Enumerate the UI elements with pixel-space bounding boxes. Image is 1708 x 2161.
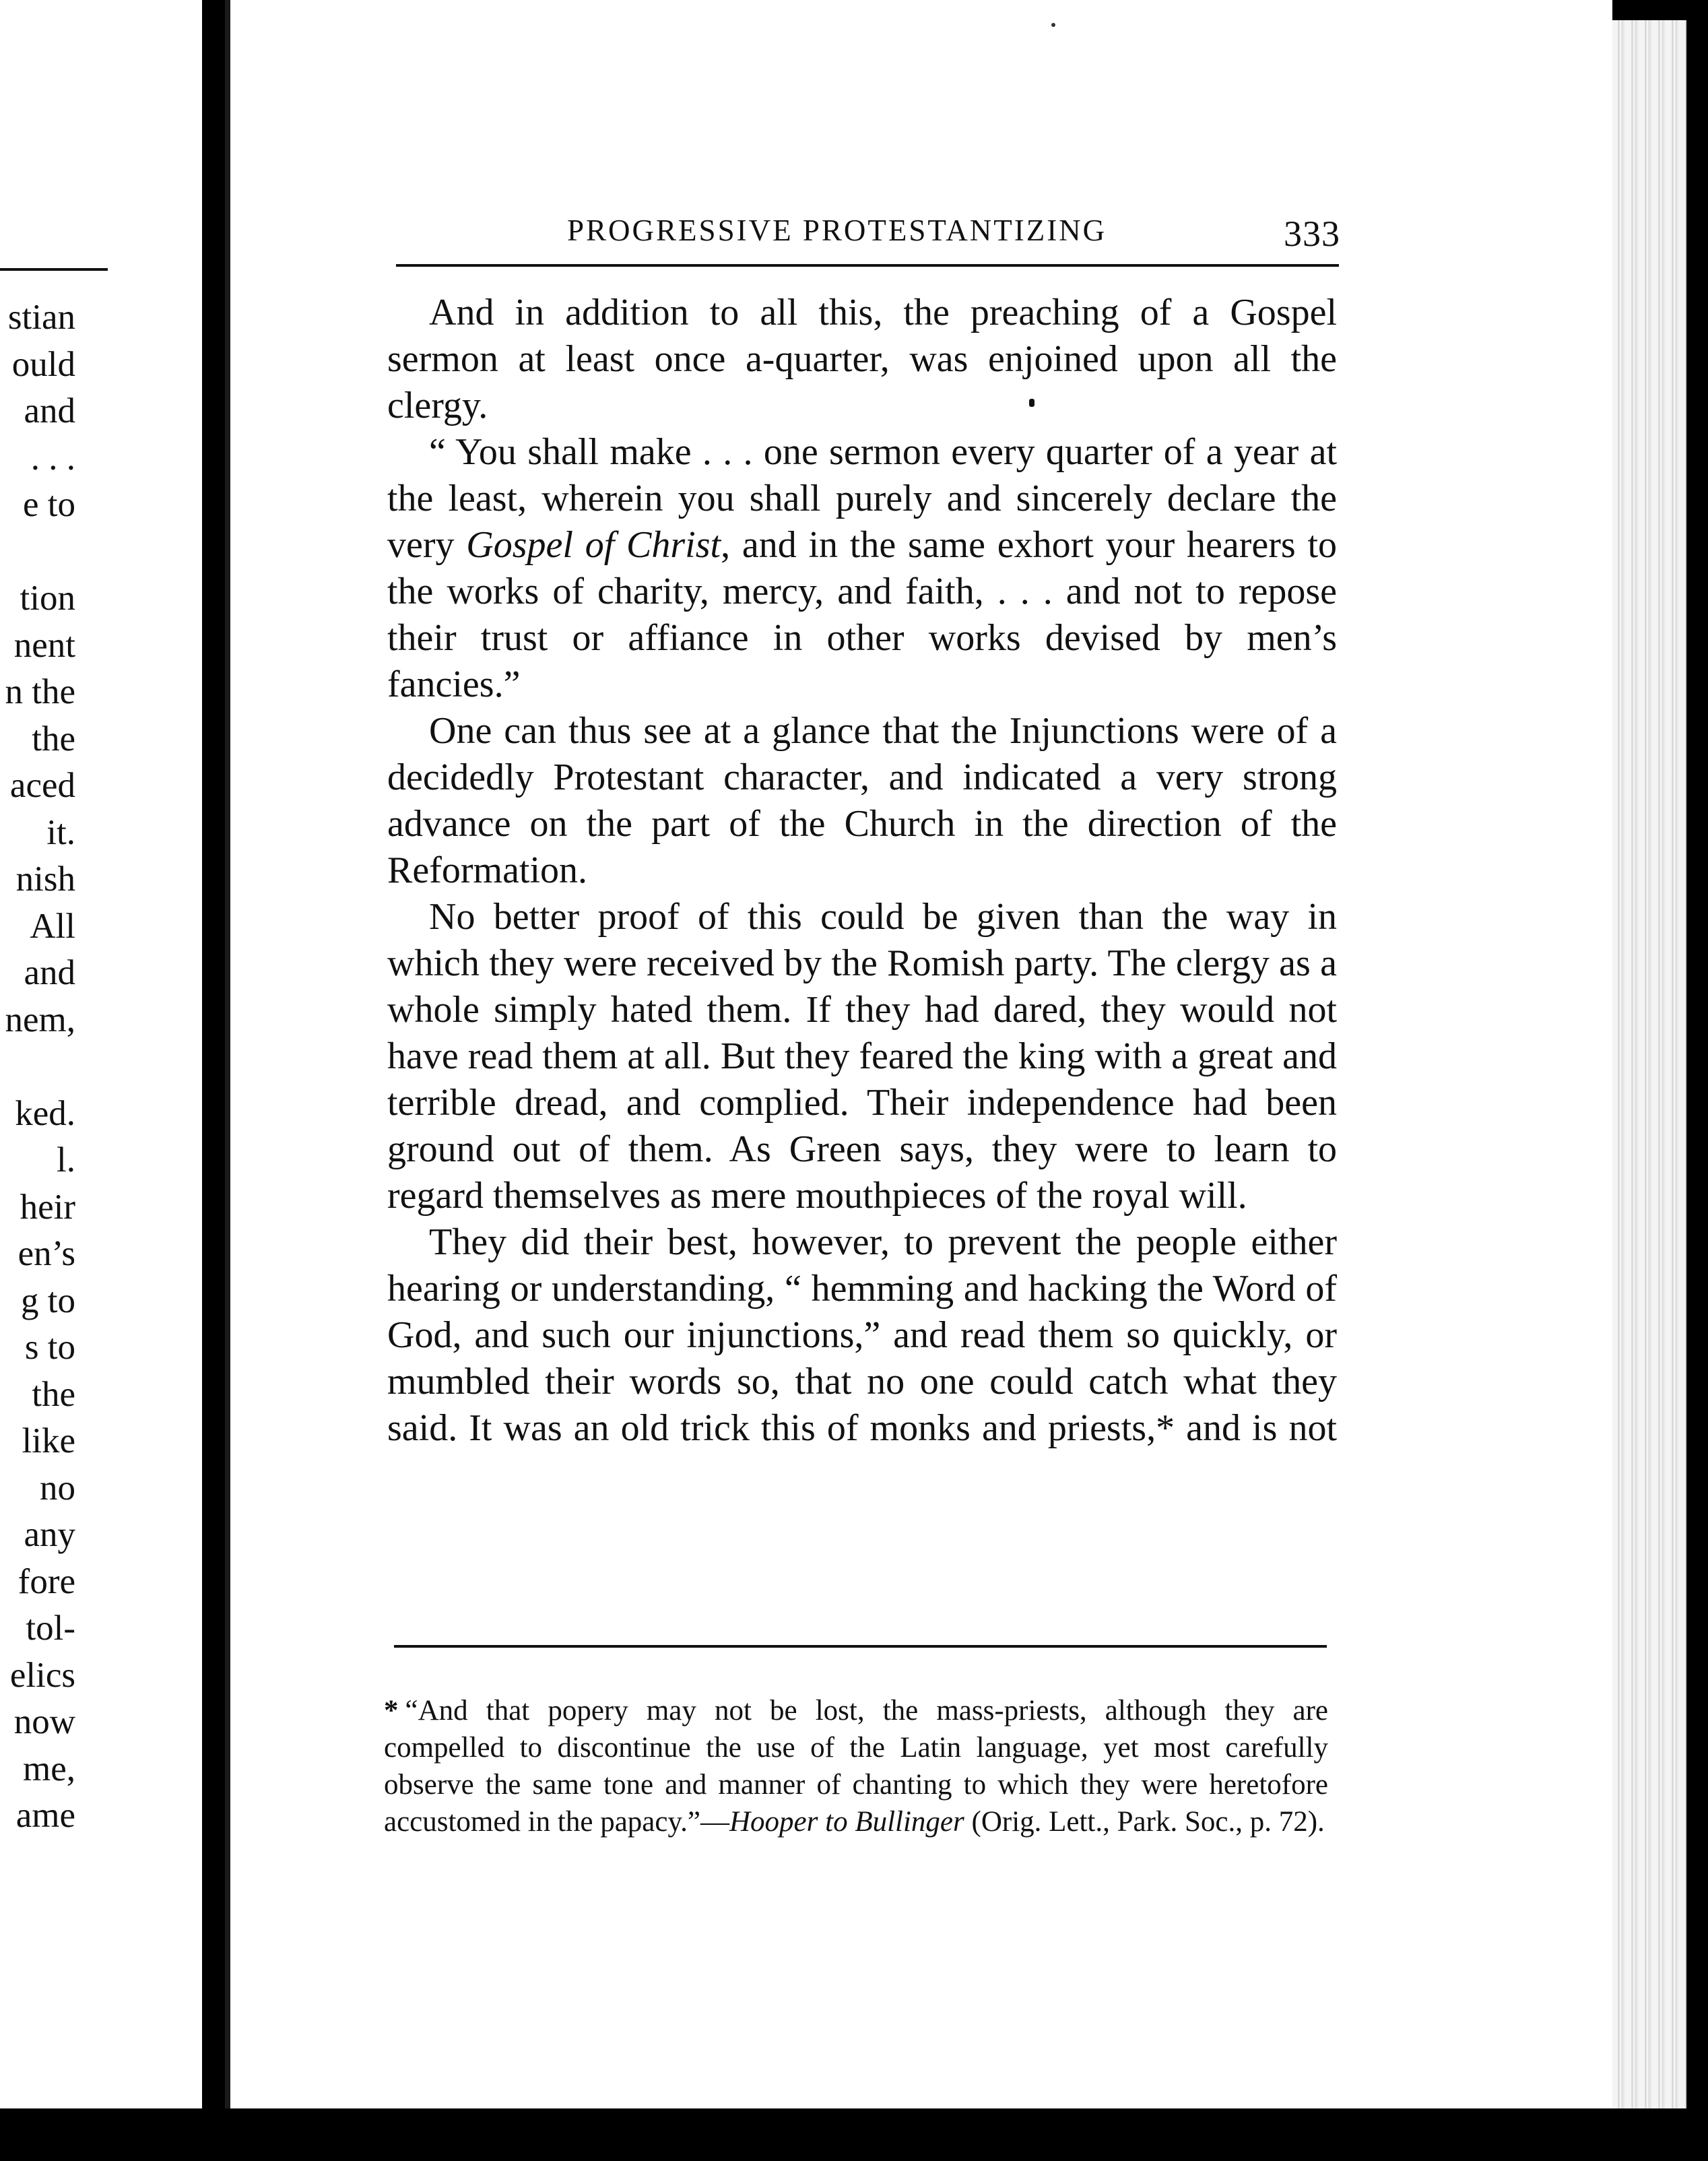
left-page-line: s to — [24, 1328, 75, 1367]
left-page-line: e to — [23, 485, 75, 524]
header-rule — [396, 264, 1339, 267]
left-page-line: ame — [15, 1796, 75, 1835]
left-page-line: All — [30, 906, 75, 946]
left-page-line: now — [13, 1702, 75, 1741]
left-page-rule — [0, 268, 108, 271]
left-page-line: the — [32, 1374, 75, 1414]
paragraph-5: They did their best, however, to prevent the people either hearing or understanding, “ hemming and hacking the Word of God, and such our injunctions,” and read them so quickly, or mumbled their words so, that no one could catch what they said. It was an old trick this of monks and priests,* and is not — [387, 1221, 1337, 1449]
speck — [1051, 23, 1055, 27]
running-title: PROGRESSIVE PROTESTANTIZING — [567, 214, 1107, 247]
left-page-line: heir — [20, 1187, 75, 1227]
left-page-line: fore — [18, 1561, 75, 1601]
footnote — [384, 1692, 1328, 1840]
page-number: 333 — [1284, 214, 1340, 254]
paragraph-2-quote — [387, 429, 1337, 708]
book-gutter — [202, 0, 225, 2161]
quote-italic: Gospel of Christ — [466, 524, 721, 566]
left-page-line: ould — [11, 344, 75, 384]
page-edges — [1612, 20, 1686, 2108]
left-page-line: n the — [5, 672, 75, 711]
left-page — [0, 0, 202, 2108]
left-page-line: en’s — [18, 1234, 75, 1273]
left-page-line: stian — [7, 298, 75, 337]
paragraph-1: And in addition to all this, the preaching of a Gospel sermon at least once a-quarter, was enjoined upon all the clergy. — [387, 292, 1337, 426]
left-page-line: . . . — [30, 438, 75, 478]
footnote-citation: (Orig. Lett., Park. Soc., p. 72). — [964, 1806, 1325, 1838]
paragraph-3: One can thus see at a glance that the Injunctions were of a decidedly Protestant character, and indicated a very strong advance on the part of the Church in the direction of the Reformation. — [387, 710, 1337, 891]
left-page-line: and — [24, 953, 75, 992]
left-page-line: tol- — [26, 1609, 75, 1648]
left-page-line: and — [24, 391, 75, 430]
quote-text-start: “ You shall make . . . one sermon every quarter of a year at the least, wherein you shall purely and sincerely declare the very — [387, 431, 1337, 566]
left-page-line: ked. — [15, 1093, 75, 1133]
left-page-line: me, — [23, 1749, 75, 1788]
bottom-shadow — [0, 2108, 1708, 2161]
left-page-line: like — [22, 1421, 75, 1460]
left-page-line: aced — [9, 766, 75, 805]
left-page-line: tion — [20, 579, 75, 618]
left-page-line: nent — [13, 625, 75, 665]
ink-speck — [1029, 399, 1034, 407]
footnote-italic-source: Hooper to Bullinger — [729, 1806, 964, 1838]
left-page-line: nem, — [5, 1000, 75, 1039]
footnote-rule — [394, 1645, 1327, 1648]
left-page-line: any — [24, 1515, 75, 1554]
left-page-line: l. — [57, 1140, 75, 1180]
quote-text-end: , and in the same exhort your hearers to the works of charity, mercy, and faith, . . . and not to repose their trust or affiance in other works devised by men’s fancies.” — [387, 524, 1337, 705]
left-page-line: g to — [21, 1281, 75, 1320]
left-page-line: elics — [9, 1655, 75, 1695]
footnote-marker: * — [384, 1695, 399, 1727]
left-page-line: nish — [15, 860, 75, 899]
footnote-text: “And that popery may not be lost, the mass-priests, although they are compelled to discontinue the use of the Latin language, yet most carefully observe the same tone and manner of chanting to which they were heretofore accustomed in the papacy.”— — [384, 1695, 1328, 1838]
page-header — [392, 209, 1340, 263]
left-page-line: the — [32, 719, 75, 759]
body-text — [387, 290, 1337, 1452]
left-page-line: it. — [46, 812, 75, 852]
left-page-line: no — [40, 1468, 75, 1508]
paragraph-4: No better proof of this could be given than the way in which they were received by the Romish party. The clergy as a whole simply hated them. If they had dared, they would not have read them at all. But they feared the king with a great and terrible dread, and complied. Their independence had been ground out of them. As Green says, they were to learn to regard themselves as mere mouthpieces of the royal will. — [387, 896, 1337, 1217]
